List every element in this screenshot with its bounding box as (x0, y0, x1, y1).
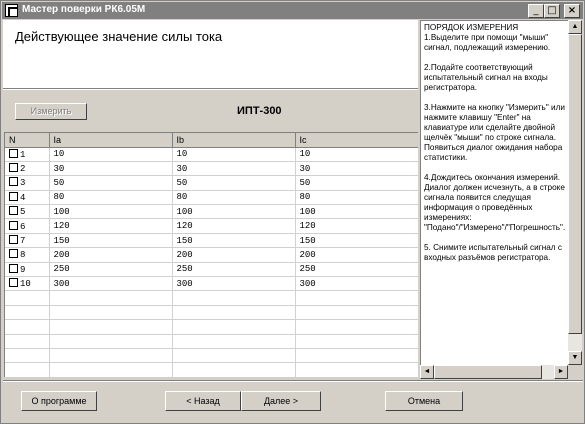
maximize-button[interactable]: □ (544, 4, 560, 18)
scroll-corner (568, 365, 582, 379)
row-number-cell[interactable] (5, 262, 49, 276)
cell-ia[interactable]: 250 (49, 262, 172, 276)
table-row[interactable] (5, 348, 418, 362)
scroll-right-icon[interactable]: ► (554, 365, 568, 379)
cell-ia[interactable]: 50 (49, 176, 172, 190)
measure-button[interactable]: Измерить (15, 103, 87, 120)
cell-ib[interactable] (172, 363, 295, 377)
row-checkbox[interactable] (9, 264, 18, 273)
close-button[interactable]: × (564, 4, 580, 18)
help-title: ПОРЯДОК ИЗМЕРЕНИЯ (424, 23, 519, 32)
row-number: 8 (20, 250, 26, 261)
column-header-n[interactable]: N (5, 133, 49, 147)
row-number-cell[interactable] (5, 233, 49, 247)
table-row[interactable] (5, 305, 418, 319)
row-number: 5 (20, 207, 26, 218)
table-row[interactable] (5, 363, 418, 377)
minimize-button[interactable]: _ (528, 4, 544, 18)
row-checkbox[interactable] (9, 235, 18, 244)
cell-ia[interactable]: 100 (49, 205, 172, 219)
horizontal-scroll-thumb[interactable] (434, 365, 542, 379)
row-number: 9 (20, 264, 26, 275)
cell-ic[interactable] (295, 334, 418, 348)
row-number-cell[interactable] (5, 248, 49, 262)
table-row[interactable] (5, 334, 418, 348)
row-number-cell[interactable] (5, 147, 49, 161)
cell-ic[interactable]: 250 (295, 262, 418, 276)
cell-ib[interactable] (172, 320, 295, 334)
table-row[interactable] (5, 219, 418, 233)
cell-ib[interactable]: 100 (172, 205, 295, 219)
cell-ib[interactable]: 120 (172, 219, 295, 233)
row-checkbox[interactable] (9, 192, 18, 201)
help-horizontal-scrollbar[interactable] (420, 365, 568, 379)
table-row[interactable] (5, 176, 418, 190)
row-number-cell[interactable] (5, 277, 49, 291)
page-title: Действующее значение силы тока (15, 29, 223, 44)
cell-ib[interactable]: 80 (172, 190, 295, 204)
cell-ic[interactable]: 10 (295, 147, 418, 161)
row-number-cell[interactable] (5, 334, 49, 348)
table-row[interactable] (5, 233, 418, 247)
cell-ib[interactable]: 250 (172, 262, 295, 276)
grid-header-row (5, 133, 418, 147)
footer-divider (3, 380, 583, 382)
cell-ic[interactable] (295, 363, 418, 377)
cell-ib[interactable]: 10 (172, 147, 295, 161)
row-number: 6 (20, 221, 26, 232)
help-vertical-scrollbar[interactable] (568, 20, 582, 365)
row-number: 4 (20, 192, 26, 203)
help-step-5: 5. Снимите испытательный сигнал с входных разъёмов регистратора. (424, 243, 562, 262)
row-number-cell[interactable] (5, 190, 49, 204)
cell-ib[interactable] (172, 348, 295, 362)
cell-ib[interactable] (172, 334, 295, 348)
row-number-cell[interactable] (5, 219, 49, 233)
cell-ia[interactable]: 120 (49, 219, 172, 233)
row-checkbox[interactable] (9, 278, 18, 287)
scroll-up-icon[interactable]: ▲ (568, 20, 582, 34)
cell-ia[interactable] (49, 334, 172, 348)
next-button[interactable]: Далее > (241, 391, 321, 411)
row-checkbox[interactable] (9, 249, 18, 258)
cell-ia[interactable] (49, 291, 172, 305)
table-row[interactable] (5, 147, 418, 161)
cell-ia[interactable] (49, 305, 172, 319)
cell-ic[interactable] (295, 348, 418, 362)
row-number-cell[interactable] (5, 363, 49, 377)
back-button[interactable]: < Назад (165, 391, 241, 411)
row-number: 3 (20, 178, 26, 189)
cell-ia[interactable]: 80 (49, 190, 172, 204)
cell-ib[interactable]: 300 (172, 277, 295, 291)
help-step-4: 4.Дождитесь окончания измерений. Диалог должен исчезнуть, а в строке сигнала появится следущая информация о проведённых измерениях: "Подано"/"Измерено"/"Погрешность". (424, 173, 566, 232)
help-step-2: 2.Подайте соответствующий испытательный сигнал на входы регистратора. (424, 63, 548, 92)
row-number-cell[interactable] (5, 348, 49, 362)
help-step-3: 3.Нажмите на кнопку "Измерить" или нажмите клавишу "Enter" на клавиатуре или сделайте двойной щелчёк "мыши" по строке сигнала. Появиться диалог ожидания набора статистики. (424, 103, 565, 162)
row-number: 10 (20, 279, 31, 290)
title-bar[interactable] (2, 2, 583, 19)
table-row[interactable] (5, 262, 418, 276)
cell-ia[interactable] (49, 363, 172, 377)
cell-ic[interactable] (295, 320, 418, 334)
row-number: 7 (20, 236, 26, 247)
row-number: 2 (20, 164, 26, 175)
scroll-down-icon[interactable]: ▼ (568, 351, 582, 365)
row-number-cell[interactable] (5, 305, 49, 319)
table-row[interactable] (5, 248, 418, 262)
column-header-ic[interactable]: Ic (295, 133, 418, 147)
cell-ic[interactable]: 50 (295, 176, 418, 190)
window-title: Мастер поверки РК6.05М (22, 4, 146, 15)
cell-ib[interactable] (172, 291, 295, 305)
cell-ia[interactable]: 300 (49, 277, 172, 291)
row-number-cell[interactable] (5, 291, 49, 305)
row-checkbox[interactable] (9, 177, 18, 186)
cell-ic[interactable] (295, 291, 418, 305)
cell-ib[interactable]: 200 (172, 248, 295, 262)
row-number-cell[interactable] (5, 176, 49, 190)
cancel-button[interactable]: Отмена (385, 391, 463, 411)
row-number-cell[interactable] (5, 161, 49, 175)
table-row[interactable] (5, 190, 418, 204)
cell-ib[interactable]: 50 (172, 176, 295, 190)
app-icon (5, 4, 18, 17)
table-row[interactable] (5, 320, 418, 334)
column-header-ia[interactable]: Ia (49, 133, 172, 147)
cell-ic[interactable]: 80 (295, 190, 418, 204)
table-row[interactable] (5, 161, 418, 175)
cell-ic[interactable]: 100 (295, 205, 418, 219)
cell-ia[interactable]: 150 (49, 233, 172, 247)
device-label: ИПТ-300 (237, 105, 282, 117)
row-number: 1 (20, 149, 26, 160)
column-header-ib[interactable]: Ib (172, 133, 295, 147)
vertical-scroll-thumb[interactable] (568, 34, 582, 334)
cell-ic[interactable] (295, 305, 418, 319)
cell-ia[interactable]: 30 (49, 161, 172, 175)
row-number-cell[interactable] (5, 320, 49, 334)
cell-ia[interactable]: 200 (49, 248, 172, 262)
cell-ib[interactable]: 150 (172, 233, 295, 247)
scroll-left-icon[interactable]: ◄ (420, 365, 434, 379)
cell-ia[interactable]: 10 (49, 147, 172, 161)
cell-ic[interactable]: 150 (295, 233, 418, 247)
cell-ib[interactable] (172, 305, 295, 319)
about-button[interactable]: О программе (21, 391, 97, 411)
table-row[interactable] (5, 205, 418, 219)
signal-grid[interactable] (4, 132, 418, 377)
cell-ic[interactable]: 300 (295, 277, 418, 291)
table-row[interactable] (5, 277, 418, 291)
cell-ic[interactable]: 120 (295, 219, 418, 233)
cell-ia[interactable] (49, 348, 172, 362)
row-checkbox[interactable] (9, 206, 18, 215)
help-step-1: 1.Выделите при помощи "мыши" сигнал, подлежащий измерению. (424, 33, 551, 52)
help-panel[interactable] (420, 20, 568, 365)
header-divider (3, 88, 418, 90)
cell-ic[interactable]: 200 (295, 248, 418, 262)
row-checkbox[interactable] (9, 163, 18, 172)
row-checkbox[interactable] (9, 149, 18, 158)
table-row[interactable] (5, 291, 418, 305)
row-number-cell[interactable] (5, 205, 49, 219)
row-checkbox[interactable] (9, 221, 18, 230)
cell-ia[interactable] (49, 320, 172, 334)
cell-ib[interactable]: 30 (172, 161, 295, 175)
cell-ic[interactable]: 30 (295, 161, 418, 175)
